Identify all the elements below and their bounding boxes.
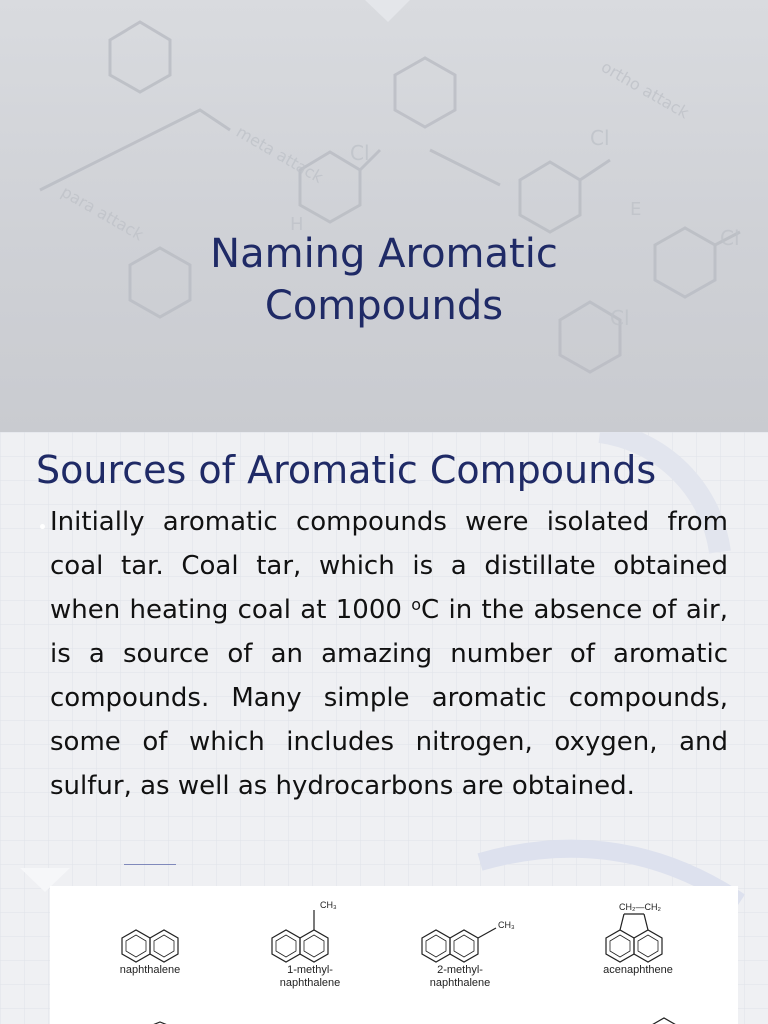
svg-text:Cl: Cl: [590, 126, 610, 150]
label-1-methyl-line1: 1-methyl-: [287, 964, 333, 976]
decorative-underline: [124, 864, 176, 865]
title-slide: [0, 0, 768, 432]
bullet-dot: [40, 524, 45, 529]
content-slide: [0, 432, 768, 1024]
bg-word-ortho: ortho attack: [598, 57, 693, 123]
svg-text:Cl: Cl: [720, 226, 740, 250]
slide-heading: Sources of Aromatic Compounds: [36, 448, 657, 492]
body-text-part-1: Initially aromatic compounds were isolated from coal tar. Coal tar, which is a distillate obtained when heating coal at 1000: [50, 507, 728, 625]
acenaphthene-structure: [606, 914, 662, 962]
background-chemistry-art: [0, 0, 768, 432]
title-line-1: Naming Aromatic: [210, 231, 558, 277]
bg-word-meta: meta attack: [233, 122, 327, 187]
ch3-label-1: CH₃: [320, 900, 337, 910]
label-1-methyl-line2: naphthalene: [279, 977, 341, 989]
structures-drawing: [50, 886, 738, 1024]
label-1-methylnaphthalene: [260, 964, 360, 990]
ch2-bridge-label: CH₂—CH₂: [619, 902, 661, 912]
label-2-methyl-line1: 2-methyl-: [437, 964, 483, 976]
structures-image: [50, 886, 738, 1024]
bg-word-para: para attack: [58, 182, 147, 245]
label-acenaphthene: acenaphthene: [603, 964, 673, 976]
svg-text:Cl: Cl: [610, 306, 630, 330]
label-2-methyl-line2: naphthalene: [429, 977, 491, 989]
1-methylnaphthalene-structure: [272, 910, 328, 962]
naphthalene-structure: [122, 930, 178, 962]
label-naphthalene: naphthalene: [119, 964, 181, 976]
ch3-label-2: CH₃: [498, 920, 515, 930]
title-line-2: Compounds: [264, 283, 504, 329]
body-text-part-2: C in the absence of air, is a source of an amazing number of aromatic compounds. Many simple aromatic compounds, some of which includes nitrogen, oxygen, and sulfur, as well as hydrocarbons are obtained.: [50, 595, 728, 801]
body-paragraph: [50, 500, 728, 808]
svg-text:Cl: Cl: [350, 141, 370, 165]
degree-superscript: o: [411, 595, 422, 614]
svg-text:E: E: [630, 199, 642, 220]
label-2-methylnaphthalene: [410, 964, 510, 990]
2-methylnaphthalene-structure: [422, 928, 496, 962]
presentation-title: [0, 228, 768, 332]
svg-text:H: H: [290, 214, 304, 235]
